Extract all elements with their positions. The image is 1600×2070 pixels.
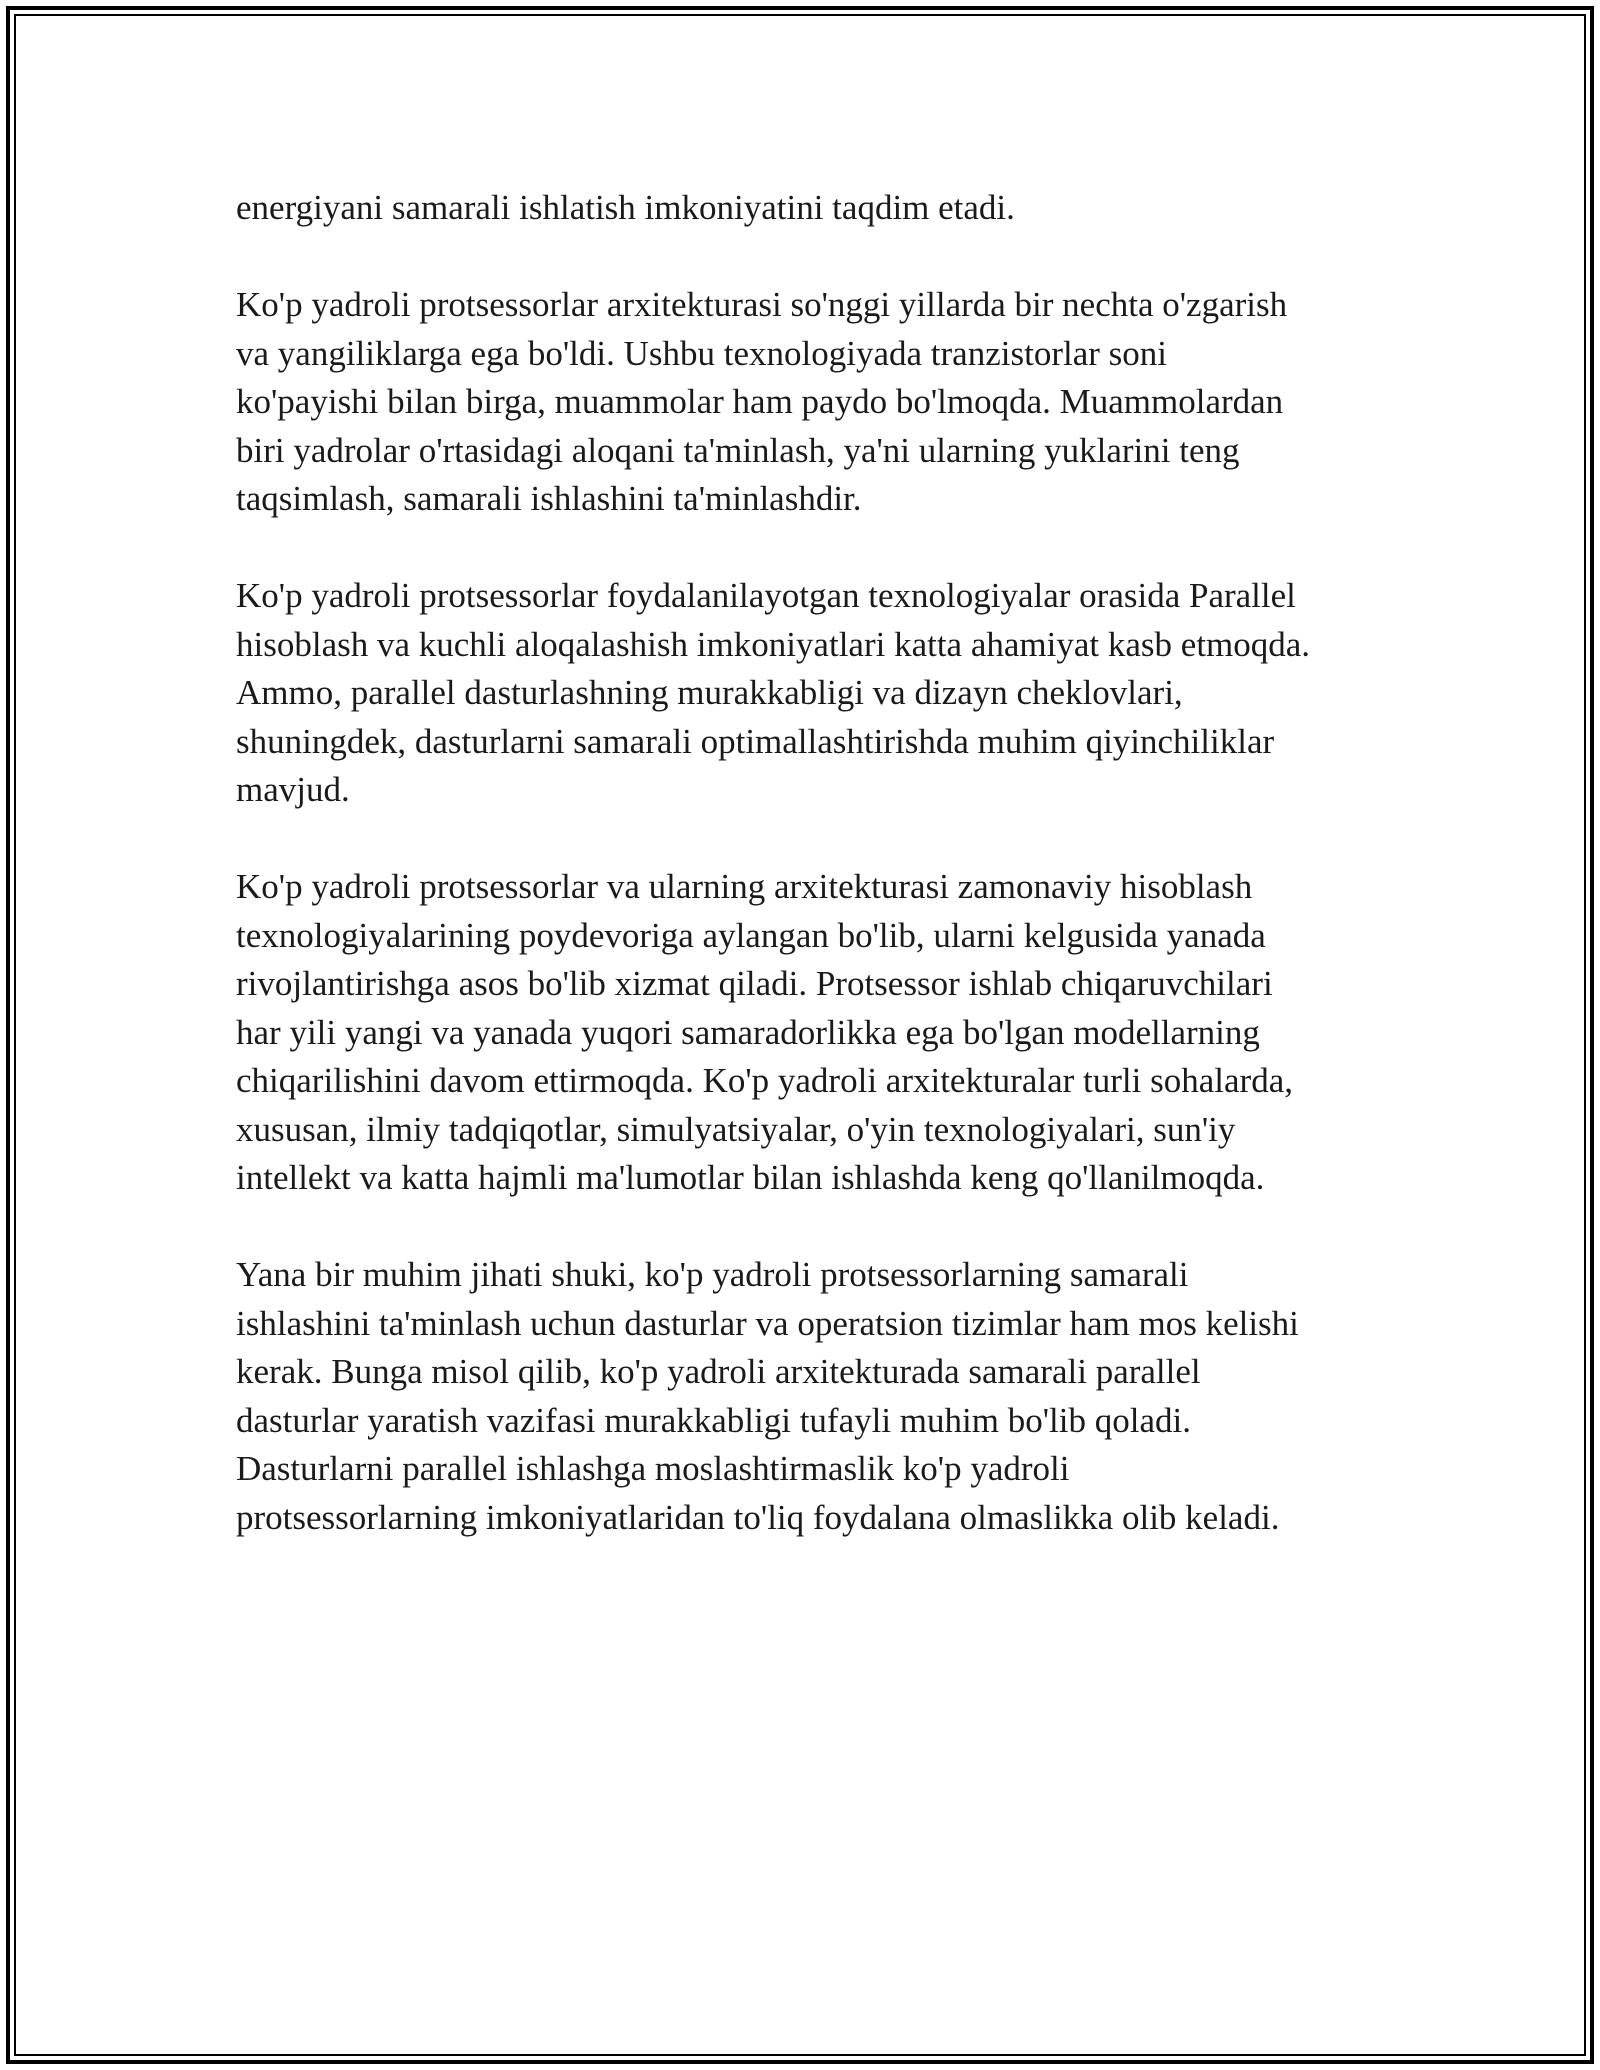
document-body bbox=[236, 184, 1386, 1591]
paragraph-1: energiyani samarali ishlatish imkoniyatini taqdim etadi. bbox=[236, 188, 1015, 227]
paragraph-5: Yana bir muhim jihati shuki, ko'p yadroli protsessorlarning samarali ishlashini ta'minlash uchun dasturlar va operatsion tizimlar ham mos kelishi kerak. Bunga misol qilib, ko'p yadroli arxitekturada samarali parallel dasturlar yaratish vazifasi murakkabligi tufayli muhim bo'lib qoladi. Dasturlarni parallel ishlashga moslashtirmaslik ko'p yadroli protsessorlarning imkoniyatlaridan to'liq foydalana olmaslikka olib keladi. bbox=[236, 1255, 1299, 1537]
paragraph-4: Ko'p yadroli protsessorlar va ularning arxitekturasi zamonaviy hisoblash texnologiyalarining poydevoriga aylangan bo'lib, ularni kelgusida yanada rivojlantirishga asos bo'lib xizmat qiladi. Protsessor ishlab chiqaruvchilari har yili yangi va yanada yuqori samaradorlikka ega bo'lgan modellarning chiqarilishini davom ettirmoqda. Ko'p yadroli arxitekturalar turli sohalarda, xususan, ilmiy tadqiqotlar, simulyatsiyalar, o'yin texnologiyalari, sun'iy intellekt va katta hajmli ma'lumotlar bilan ishlashda keng qo'llanilmoqda. bbox=[236, 867, 1293, 1197]
paragraph-2: Ko'p yadroli protsessorlar arxitekturasi so'nggi yillarda bir nechta o'zgarish va yangiliklarga ega bo'ldi. Ushbu texnologiyada tranzistorlar soni ko'payishi bilan birga, muammolar ham paydo bo'lmoqda. Muammolardan biri yadrolar o'rtasidagi aloqani ta'minlash, ya'ni ularning yuklarini teng taqsimlash, samarali ishlashini ta'minlashdir. bbox=[236, 285, 1288, 518]
paragraph-3: Ko'p yadroli protsessorlar foydalanilayotgan texnologiyalar orasida Parallel hisoblash va kuchli aloqalashish imkoniyatlari katta ahamiyat kasb etmoqda. Ammo, parallel dasturlashning murakkabligi va dizayn cheklovlari, shuningdek, dasturlarni samarali optimallashtirishda muhim qiyinchiliklar mavjud. bbox=[236, 576, 1311, 809]
